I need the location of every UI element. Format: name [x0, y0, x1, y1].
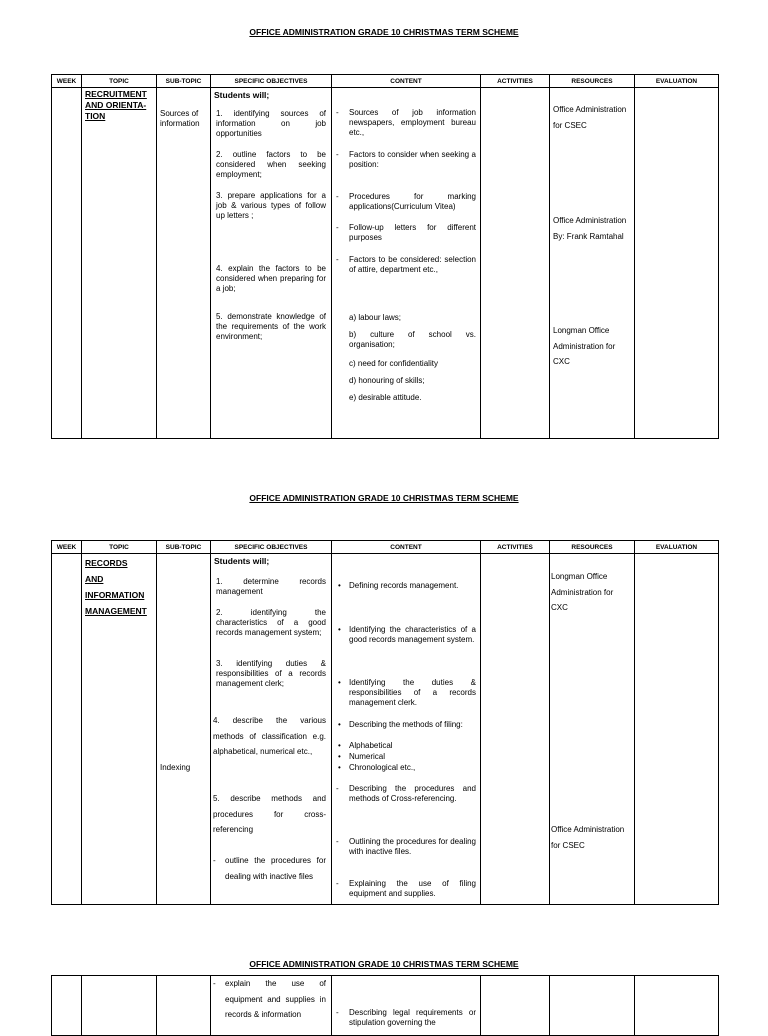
col-activities: ACTIVITIES [481, 75, 550, 88]
col-week: WEEK [52, 75, 82, 88]
col-content: CONTENT [332, 541, 481, 554]
objective-item: 3. prepare applications for a job & various types of follow up letters ; [216, 191, 326, 220]
page-title: OFFICE ADMINISTRATION GRADE 10 CHRISTMAS TERM SCHEME [249, 493, 519, 503]
page-title: OFFICE ADMINISTRATION GRADE 10 CHRISTMAS TERM SCHEME [249, 959, 519, 969]
col-topic: TOPIC [82, 541, 157, 554]
header-row [52, 541, 719, 554]
resource-item: Longman Office Administration for CXC [553, 326, 616, 366]
col-evaluation: EVALUATION [635, 541, 719, 554]
objectives-cell: Students will; 1. determine records management 2. identifying the characteristics of a good records management system; 3. identifying duties & responsibilities of a records management clerk; 4. describe the various methods of classification e.g. alphabetical, numerical etc., 5. describe methods and procedures for cross-referencing - outline the procedures for dealing with inactive files [211, 554, 332, 905]
content-item: Describing the methods of filing: [349, 720, 463, 729]
objective-item: 5. describe methods and procedures for cross-referencing [213, 794, 326, 834]
page-title: OFFICE ADMINISTRATION GRADE 10 CHRISTMAS TERM SCHEME [249, 27, 519, 37]
content-item: Follow-up letters for different purposes [349, 223, 476, 242]
content-item: Factors to be considered: selection of attire, department etc., [349, 255, 476, 274]
evaluation-cell [635, 88, 719, 439]
resource-item: Longman Office Administration for CXC [551, 572, 614, 612]
topic-line: MANAGEMENT [85, 606, 147, 616]
objective-item: 1. determine records management [216, 577, 326, 596]
topic-cell [82, 554, 157, 905]
content-subitem: e) desirable attitude. [349, 393, 422, 402]
activities-cell [481, 976, 550, 1036]
week-cell [52, 88, 82, 439]
evaluation-cell [635, 976, 719, 1036]
topic-line: TION [85, 111, 106, 121]
activities-cell [481, 554, 550, 905]
objective-item: 4. describe the various methods of classification e.g. alphabetical, numerical etc., [213, 716, 326, 756]
week-cell [52, 554, 82, 905]
resources-cell [550, 554, 635, 905]
objective-item: 2. outline factors to be considered when seeking employment; [216, 150, 326, 179]
resource-item: Office Administration for CSEC [551, 825, 625, 850]
scheme-table-3 [51, 975, 719, 1036]
content-item: Defining records management. [349, 581, 459, 590]
subtopic-text: Indexing [160, 763, 191, 772]
topic-cell [82, 976, 157, 1036]
content-subitem: d) honouring of skills; [349, 376, 425, 385]
objective-item: 4. explain the factors to be considered when preparing for a job; [216, 264, 326, 293]
content-subitem: Numerical [349, 752, 386, 761]
col-resources: RESOURCES [550, 75, 635, 88]
objective-item: outline the procedures for dealing with inactive files [225, 856, 326, 881]
objective-item: 2. identifying the characteristics of a good records management system; [216, 608, 326, 637]
col-resources: RESOURCES [550, 541, 635, 554]
col-subtopic: SUB-TOPIC [157, 541, 211, 554]
objective-item: 1. identifying sources of information on job opportunities [216, 109, 326, 138]
topic-line: AND [85, 574, 104, 584]
scheme-table-2 [51, 540, 719, 905]
table-row [52, 88, 719, 439]
scheme-table-1 [51, 74, 719, 439]
topic-line: RECORDS [85, 558, 128, 568]
topic-line: INFORMATION [85, 590, 145, 600]
content-subitem: Chronological etc., [349, 763, 416, 772]
content-cell: - Sources of job information newspapers, employment bureau etc., - Factors to consider when seeking a position: - Procedures for marking applications(Curriculum Vitea) - Follow-up letters for different purposes - Factors to be considered: selection of attire, department etc., a) labour laws; b) culture of school vs. organisation; c) need for confidentiality d) honouring of skills; e) desirable attitude. [332, 88, 481, 439]
col-activities: ACTIVITIES [481, 541, 550, 554]
resource-item: Office Administration By: Frank Ramtahal [553, 216, 627, 241]
content-subitem: a) labour laws; [349, 313, 402, 322]
col-topic: TOPIC [82, 75, 157, 88]
col-subtopic: SUB-TOPIC [157, 75, 211, 88]
content-item: Describing the procedures and methods of Cross-referencing. [349, 784, 476, 803]
col-week: WEEK [52, 541, 82, 554]
week-cell [52, 976, 82, 1036]
col-objectives: SPECIFIC OBJECTIVES [211, 75, 332, 88]
students-will: Students will; [214, 90, 270, 100]
content-subitem: b) culture of school vs. organisation; [349, 330, 476, 349]
resource-item: Office Administration for CSEC [553, 105, 627, 130]
objectives-cell [211, 88, 332, 439]
content-subitem: Alphabetical [349, 741, 393, 750]
activities-cell [481, 88, 550, 439]
resources-cell [550, 976, 635, 1036]
subtopic-cell [157, 88, 211, 439]
content-cell: - Describing legal requirements or stipulation governing the [332, 976, 481, 1036]
table-row [52, 976, 719, 1036]
table-row [52, 554, 719, 905]
objective-item: 3. identifying duties & responsibilities of a records management clerk; [216, 659, 326, 688]
content-cell: • Defining records management. • Identifying the characteristics of a good records management system. • Identifying the duties & responsibilities of a records management clerk. • Describing the methods of filing: • Alphabetical • Numerical • Chronological etc., - Describing the procedures and methods of Cross-referencing. - Outlining the procedures for dealing with inactive files. - Explaining the use of filing equipment and supplies. [332, 554, 481, 905]
content-item: Identifying the duties & responsibilities of a records management clerk. [349, 678, 476, 707]
objectives-cell: - explain the use of equipment and supplies in records & information [211, 976, 332, 1036]
objective-item: 5. demonstrate knowledge of the requirements of the work environment; [216, 312, 326, 341]
resources-cell [550, 88, 635, 439]
students-will: Students will; [214, 556, 270, 566]
topic-cell [82, 88, 157, 439]
subtopic-cell [157, 554, 211, 905]
content-subitem: c) need for confidentiality [349, 359, 438, 368]
evaluation-cell [635, 554, 719, 905]
subtopic-cell [157, 976, 211, 1036]
topic-line: RECRUITMENT [85, 89, 147, 99]
col-objectives: SPECIFIC OBJECTIVES [211, 541, 332, 554]
content-item: Identifying the characteristics of a good records management system. [349, 625, 476, 644]
topic-line: AND ORIENTA- [85, 100, 147, 110]
header-row [52, 75, 719, 88]
subtopic-text: Sources of information [160, 109, 200, 128]
content-item: Factors to consider when seeking a position: [349, 150, 476, 169]
content-item: Procedures for marking applications(Curriculum Vitea) [349, 192, 476, 211]
objective-item: explain the use of equipment and supplies in records & information [225, 979, 326, 1019]
content-item: Sources of job information newspapers, employment bureau etc., [349, 108, 476, 137]
content-item: Explaining the use of filing equipment and supplies. [349, 879, 476, 898]
content-item: Outlining the procedures for dealing with inactive files. [349, 837, 476, 856]
col-evaluation: EVALUATION [635, 75, 719, 88]
content-item: Describing legal requirements or stipulation governing the [349, 1008, 476, 1027]
col-content: CONTENT [332, 75, 481, 88]
